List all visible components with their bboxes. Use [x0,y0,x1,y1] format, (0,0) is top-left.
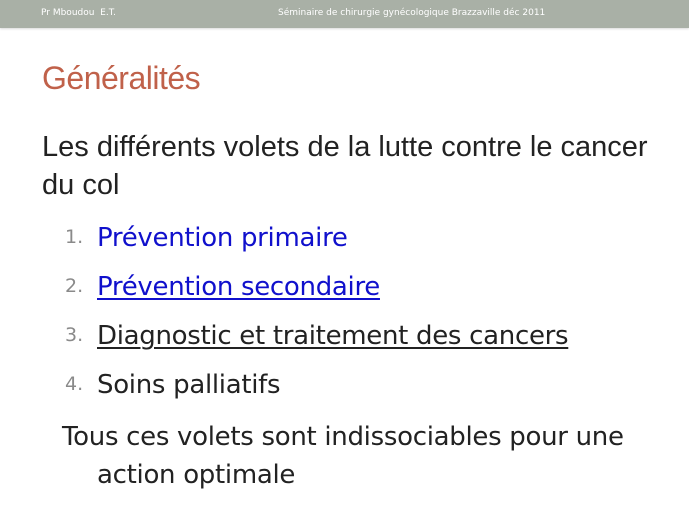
link-diagnostic-traitement[interactable]: Diagnostic et traitement des cancers [97,321,569,351]
list-item-number: 3. [65,324,84,346]
slide-intro: Les différents volets de la lutte contre le cancer du col [42,131,648,201]
slide-conclusion: Tous ces volets sont indissociables pour une action optimale [62,422,624,490]
seminar-label: Séminaire de chirurgie gynécologique Brazzaville déc 2011 [278,8,546,18]
list-item-soins-palliatifs: Soins palliatifs [97,370,281,400]
link-prevention-secondaire[interactable]: Prévention secondaire [97,272,380,302]
slide-title: Généralités [42,60,201,96]
list-item-number: 2. [65,275,84,297]
list-item-number: 4. [65,373,84,395]
slide-header-bar [0,0,689,28]
list-item-prevention-primaire: Prévention primaire [97,223,348,253]
list-item-number: 1. [65,226,84,248]
author-label: Pr Mboudou E.T. [41,8,117,18]
